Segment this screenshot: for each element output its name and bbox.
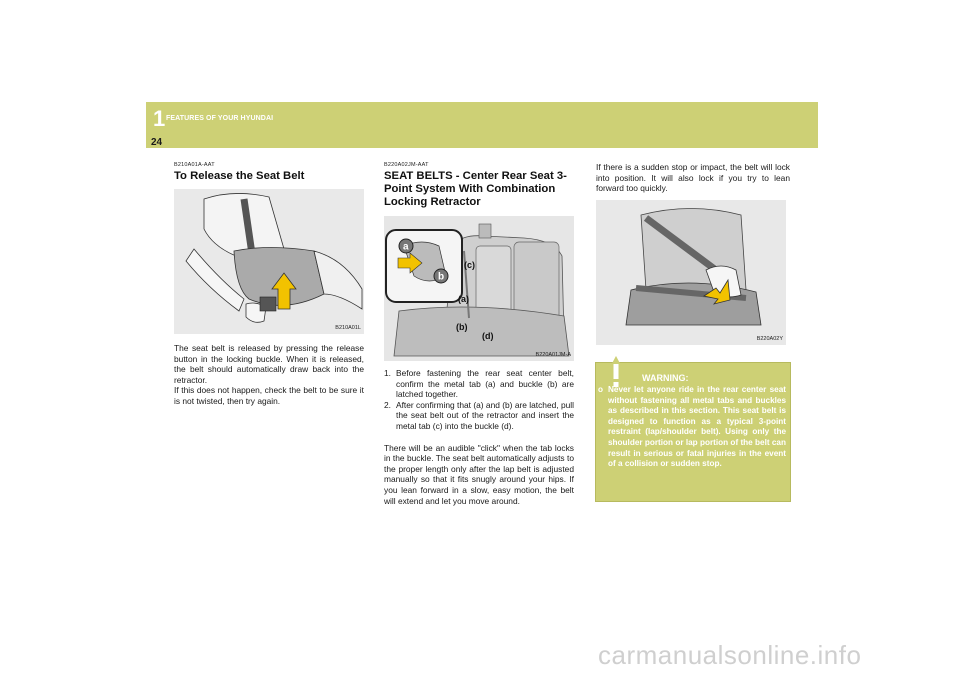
warning-bullet: o bbox=[598, 385, 604, 394]
belt-lock-figure bbox=[596, 200, 786, 345]
column-center-rear-seat bbox=[384, 162, 574, 506]
warning-text bbox=[598, 385, 786, 470]
belt-lock-text: If there is a sudden stop or impact, the belt will lock into position. It will also lock if you try to lean forward too quickly. bbox=[596, 162, 790, 194]
chapter-title: FEATURES OF YOUR HYUNDAI bbox=[166, 115, 274, 122]
center-rear-seat-illustration bbox=[384, 216, 574, 361]
step-item bbox=[384, 400, 574, 432]
figure-label-b2: (b) bbox=[456, 322, 468, 332]
figure-label-a: a bbox=[403, 241, 409, 253]
section-heading: SEAT BELTS - Center Rear Seat 3-Point System With Combination Locking Retractor bbox=[384, 170, 567, 208]
figure-label-c: (c) bbox=[464, 260, 475, 270]
watermark: carmanualsonline.info bbox=[598, 640, 862, 670]
section-heading: To Release the Seat Belt bbox=[174, 170, 305, 182]
page-number: 24 bbox=[151, 137, 163, 148]
step-number: 1. bbox=[384, 368, 391, 378]
section-code: B220A02JM-AAT bbox=[384, 162, 429, 168]
release-belt-illustration bbox=[174, 189, 364, 334]
figure-caption: B210A01L bbox=[335, 325, 361, 331]
figure-label-d: (d) bbox=[482, 331, 494, 341]
figure-caption: B220A01JM-A bbox=[535, 352, 571, 358]
release-belt-text: The seat belt is released by pressing the release button in the locking buckle. When it is released, the belt should automatically draw back into the retractor. bbox=[174, 343, 364, 385]
center-rear-seat-figure bbox=[384, 216, 574, 361]
step-text: Before fastening the rear seat center belt, confirm the metal tab (a) and buckle (b) are latched together. bbox=[396, 368, 574, 400]
column-belt-lock bbox=[596, 162, 790, 345]
step-number: 2. bbox=[384, 399, 391, 410]
figure-label-a2: (a) bbox=[458, 294, 469, 304]
figure-label-b: b bbox=[438, 271, 445, 283]
header-band bbox=[146, 102, 818, 148]
warning-title: WARNING: bbox=[642, 373, 689, 383]
warning-text-body: Never let anyone ride in the rear center seat without fastening all metal tabs and buckles as described in this section. This seat belt is designed to function as a typical 3-point restraint (lap/shoulder belt). Using only the shoulder portion or lap portion of the belt can result in serious or fatal injuries in the event of a collision or sudden stop. bbox=[608, 385, 786, 469]
step-item bbox=[384, 368, 574, 400]
step-text: After confirming that (a) and (b) are latched, pull the seat belt out of the retractor and insert the metal tab (c) into the buckle (d). bbox=[396, 399, 574, 431]
column-release-belt bbox=[174, 162, 364, 407]
release-belt-figure bbox=[174, 189, 364, 334]
steps-list bbox=[384, 368, 574, 432]
chapter-number: 1 bbox=[153, 106, 166, 131]
release-belt-text-2: If this does not happen, check the belt to be sure it is not twisted, then try again. bbox=[174, 385, 364, 406]
figure-caption: B220A02Y bbox=[756, 335, 783, 342]
belt-lock-illustration bbox=[596, 200, 786, 345]
section-code: B210A01A-AAT bbox=[174, 162, 215, 168]
center-belt-text: There will be an audible "click" when the tab locks in the buckle. The seat belt automatically adjusts to the proper length only after the lap belt is adjusted manually so that it fits snugly around your hips. If you lean forward in a slow, easy motion, the belt will extend and let you move around. bbox=[384, 442, 574, 506]
